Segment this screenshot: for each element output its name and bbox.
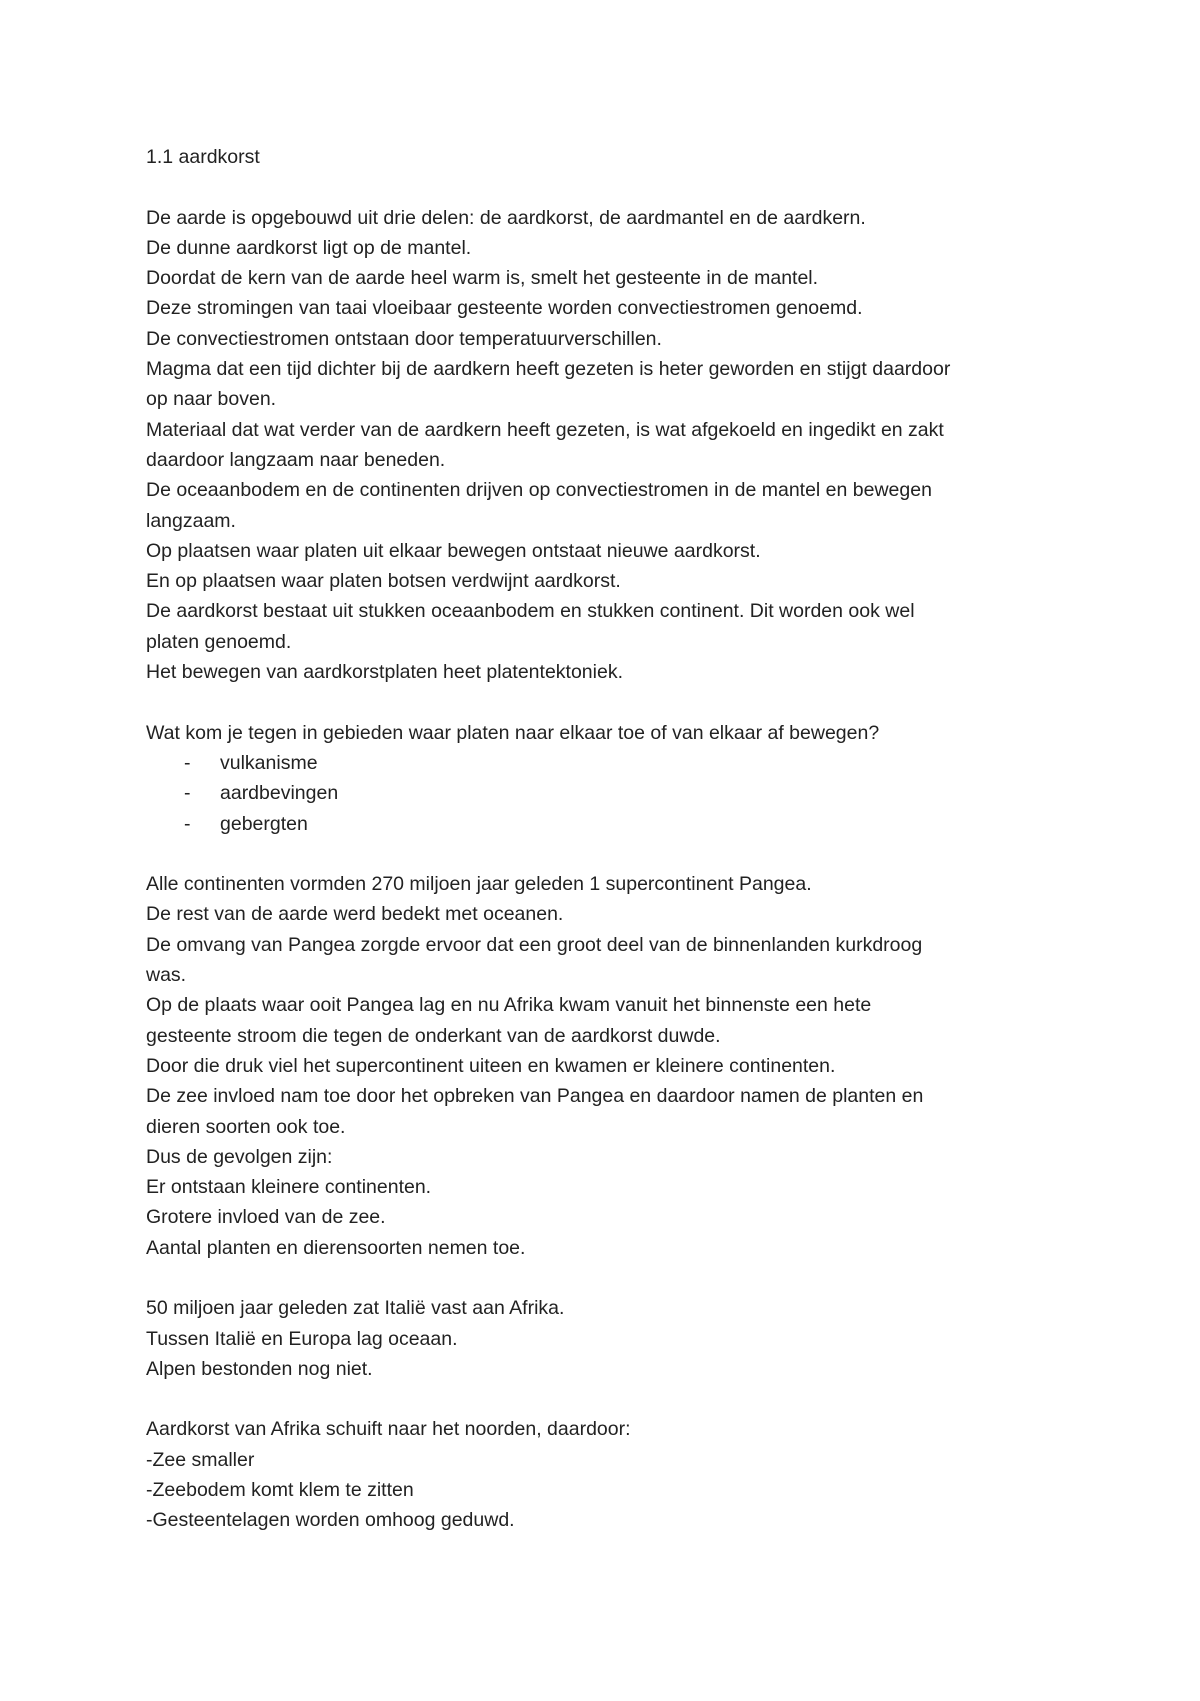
text-line: op naar boven. [146, 388, 277, 411]
list-item-label: gebergten [220, 812, 308, 835]
text-line: Deze stromingen van taai vloeibaar gesteente worden convectiestromen genoemd. [146, 297, 863, 320]
bullet-list [146, 748, 1080, 839]
text-line: Door die druk viel het supercontinent uiteen en kwamen er kleinere continenten. [146, 1054, 836, 1077]
text-line: Materiaal dat wat verder van de aardkern heeft gezeten, is wat afgekoeld en ingedikt en zakt [146, 418, 944, 441]
section-pangea [146, 869, 1080, 1263]
text-line: De oceaanbodem en de continenten drijven op convectiestromen in de mantel en bewegen [146, 479, 932, 502]
text-line: -Zee smaller [146, 1448, 255, 1471]
spacer [146, 172, 1080, 202]
dash-marker: - [184, 751, 191, 774]
text-line: gesteente stroom die tegen de onderkant van de aardkorst duwde. [146, 1024, 721, 1047]
text-line: Het bewegen van aardkorstplaten heet platentektoniek. [146, 661, 623, 684]
question-text: Wat kom je tegen in gebieden waar platen naar elkaar toe of van elkaar af bewegen? [146, 721, 880, 744]
text-line: Op de plaats waar ooit Pangea lag en nu Afrika kwam vanuit het binnenste een hete [146, 994, 872, 1017]
text-line: De dunne aardkorst ligt op de mantel. [146, 236, 472, 259]
text-line: De aarde is opgebouwd uit drie delen: de aardkorst, de aardmantel en de aardkern. [146, 206, 866, 229]
list-item-label: vulkanisme [220, 751, 318, 774]
text-line: De rest van de aarde werd bedekt met oceanen. [146, 903, 564, 926]
dash-marker: - [184, 812, 191, 835]
page-heading: 1.1 aardkorst [146, 146, 260, 168]
text-line: Alpen bestonden nog niet. [146, 1357, 373, 1380]
text-line: De omvang van Pangea zorgde ervoor dat een groot deel van de binnenlanden kurkdroog [146, 933, 923, 956]
text-line: Magma dat een tijd dichter bij de aardkern heeft gezeten is heter geworden en stijgt daardoor [146, 358, 951, 381]
spacer [146, 687, 1080, 717]
text-line: was. [146, 964, 187, 987]
text-line: langzaam. [146, 509, 236, 532]
text-line: Er ontstaan kleinere continenten. [146, 1176, 432, 1199]
text-line: Grotere invloed van de zee. [146, 1206, 386, 1229]
text-line: 50 miljoen jaar geleden zat Italië vast aan Afrika. [146, 1297, 565, 1320]
text-line: -Gesteentelagen worden omhoog geduwd. [146, 1509, 515, 1532]
dash-marker: - [184, 782, 191, 805]
spacer [146, 839, 1080, 869]
list-item-label: aardbevingen [220, 782, 339, 805]
section-afrika [146, 1414, 1080, 1535]
text-line: -Zeebodem komt klem te zitten [146, 1479, 414, 1502]
text-line: daardoor langzaam naar beneden. [146, 448, 446, 471]
text-line: dieren soorten ook toe. [146, 1115, 346, 1138]
text-line: Doordat de kern van de aarde heel warm is, smelt het gesteente in de mantel. [146, 267, 819, 290]
text-line: De aardkorst bestaat uit stukken oceaanbodem en stukken continent. Dit worden ook wel [146, 600, 915, 623]
text-line: Dus de gevolgen zijn: [146, 1145, 333, 1168]
text-line: Tussen Italië en Europa lag oceaan. [146, 1327, 458, 1350]
section-aardkorst [146, 203, 1080, 688]
text-line: platen genoemd. [146, 630, 292, 653]
list-item [146, 809, 1080, 839]
text-line: De convectiestromen ontstaan door temperatuurverschillen. [146, 327, 662, 350]
spacer [146, 1263, 1080, 1293]
section-question [146, 718, 1080, 839]
text-line: Aantal planten en dierensoorten nemen toe. [146, 1236, 526, 1259]
spacer [146, 1384, 1080, 1414]
list-item [146, 748, 1080, 778]
section-italie [146, 1293, 1080, 1384]
text-line: Op plaatsen waar platen uit elkaar bewegen ontstaat nieuwe aardkorst. [146, 539, 761, 562]
text-line: En op plaatsen waar platen botsen verdwijnt aardkorst. [146, 570, 621, 593]
text-line: De zee invloed nam toe door het opbreken van Pangea en daardoor namen de planten en [146, 1085, 924, 1108]
text-line: Aardkorst van Afrika schuift naar het noorden, daardoor: [146, 1418, 631, 1441]
text-line: Alle continenten vormden 270 miljoen jaar geleden 1 supercontinent Pangea. [146, 873, 812, 896]
list-item [146, 778, 1080, 808]
